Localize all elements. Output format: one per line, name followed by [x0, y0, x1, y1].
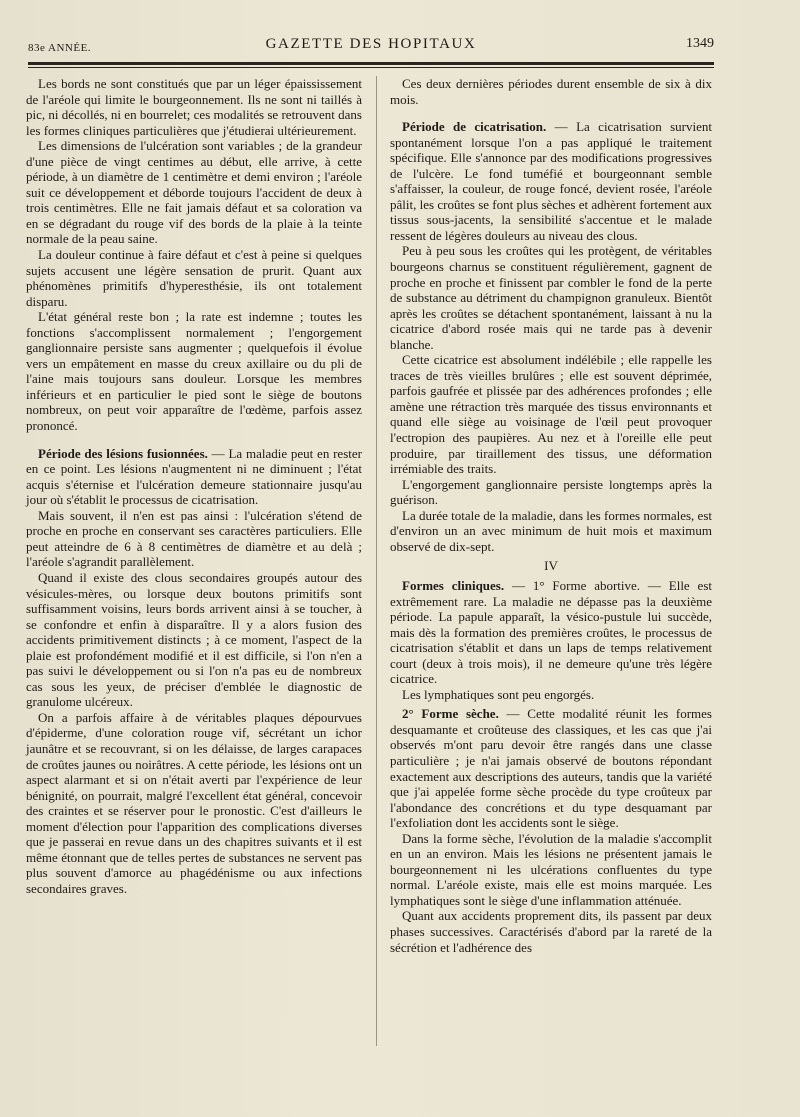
page-number: 1349 [686, 36, 714, 51]
section-heading: 2° Forme sèche. [402, 706, 499, 722]
paragraph [26, 570, 362, 710]
paragraph-text: Peu à peu sous les croûtes qui les protègent, de véritables bourgeons charnus se constituent régulièrement, gagnent de proche en proche et finissent par combler le fond de la perte de substance au détriment du champignon granuleux. Bientôt après les croûtes se détachent spontanément, laissant à nu la cicatrice d'abord rosée mais qui ne tarde pas à devenir blanche. [390, 243, 712, 352]
header-rule-thick [28, 62, 714, 65]
paragraph [390, 908, 712, 955]
paragraph [26, 508, 362, 570]
paragraph [26, 138, 362, 247]
paragraph [390, 508, 712, 555]
paragraph [26, 309, 362, 433]
paragraph [390, 76, 712, 107]
paragraph-text: Quant aux accidents proprement dits, ils passent par deux phases successives. Caractérisés d'abord par la rareté de la sécrétion et l'adhérence des [390, 908, 712, 955]
paragraph-text: — Cette modalité réunit les formes desquamante et croûteuse des classiques, et les cas que j'ai observés m'ont paru devoir être rangés dans une classe particulière ; je n'ai jamais observé de boutons répondant exactement aux descriptions des auteurs, tandis que la variété que j'ai appelée forme sèche procède du type croûteux par l'abondance des concrétions et du type desquamant par l'exfoliation dont les accidents sont le siège. [390, 706, 712, 831]
paragraph-gap [26, 434, 362, 446]
paragraph-text: — La cicatrisation survient spontanément lorsque l'on a pas appliqué le traitement spécifique. Elle s'annonce par des modifications progressives de l'ulcère. Le fond tuméfié et bourgeonnant semble s'affaisser, la couleur, de rouge foncé, devient rosée, l'aréole pâlit, les croûtes se font plus sèches et adhèrent fortement aux tissus sous-jacents, la sensibilité s'accentue et le malade ressent de légères douleurs au niveau des clous. [390, 119, 712, 243]
paragraph-text: Quand il existe des clous secondaires groupés autour des vésicules-mères, ou lorsque deux boutons primitifs sont suffisamment voisins, leurs bords arrivent ainsi à se toucher, à se confondre et enfin à disparaître. Il y a alors fusion des accidents primitivement distincts ; à ce moment, l'aspect de la plaie est profondément modifié et il est difficile, si l'on n'en a pas suivi le développement ou si l'on n'a pas eu de nombreux cas sous les yeux, de préciser d'emblée le diagnostic de granulome ulcéreux. [26, 569, 362, 710]
paragraph-text: On a parfois affaire à de véritables plaques dépourvues d'épiderme, d'une coloration rouge vif, sécrétant un ichor jaunâtre et se recouvrant, si on les délaisse, de larges carapaces de croûtes jaunes ou noirâtres. A cette période, les lésions ont un aspect alarmant et si on n'était averti par l'expérience de leur bénignité, on pourrait, malgré l'excellent état général, concevoir des craintes et se réserver pour le pronostic. C'est d'ailleurs le moment d'élection pour l'apparition des complications diverses que je passerai en revue dans un des chapitres suivants et il est même étonnant que de telles pertes de substances ne servent pas plus souvent d'amorce au phagédénisme ou aux infections secondaires graves. [26, 709, 362, 896]
paragraph-text: L'état général reste bon ; la rate est indemne ; toutes les fonctions s'accomplissent normalement ; l'engorgement ganglionnaire persiste sans augmenter ; quelquefois il évolue vers un empâtement en masse du creux axillaire ou du pli de l'aine mais toujours sans douleur. Lorsque les membres inférieurs et en particulier le pied sont le siège de boutons nombreux, on peut voir apparaître de l'œdème, parfois assez prononcé. [26, 309, 362, 434]
paragraph-gap [390, 107, 712, 119]
paragraph [390, 477, 712, 508]
paragraph [26, 710, 362, 897]
paragraph [390, 119, 712, 243]
paragraph [390, 706, 712, 830]
paragraph-text: La douleur continue à faire défaut et c'est à peine si quelques sujets accusent une légère sensation de prurit. Quant aux phénomènes primitifs d'hyperesthésie, ils ont totalement disparu. [26, 247, 362, 309]
paragraph-text: Les bords ne sont constitués que par un léger épaississement de l'aréole qui limite le bourgeonnement. Ils ne sont ni taillés à pic, ni décollés, ni en bourrelet; ces modalités se retrouvent dans les formes cliniques particulières que j'étudierai ultérieurement. [26, 76, 362, 138]
paragraph [26, 76, 362, 138]
paragraph-text: — 1° Forme abortive. — Elle est extrêmement rare. La maladie ne dépasse pas la deuxième période. La papule apparaît, la vésico-pustule lui succède, mais dès la formation des premières croûtes, le processus de cicatrisation s'établit et dans un laps de temps relativement court (deux à trois mois), il ne demeure qu'une très légère cicatrice. [390, 577, 712, 687]
paragraph [390, 352, 712, 476]
paragraph [390, 243, 712, 352]
paragraph-text: Les dimensions de l'ulcération sont variables ; de la grandeur d'une pièce de vingt centimes au début, elle arrive, à cette période, à un diamètre de 1 centimètre et demi environ ; l'aréole suit ce développement et déborde toujours l'accident de deux à trois centimètres. Elle ne fait jamais défaut et sa coloration va en se dégradant du rouge vif des bords de la plaie à la teinte normale de la peau saine. [26, 138, 362, 247]
paragraph-text: Dans la forme sèche, l'évolution de la maladie s'accomplit en un an environ. Mais les lésions ne présentent jamais le bourgeonnement ni les ulcérations confluentes du type normal. L'aréole existe, mais elle est moins marquée. Les lymphatiques sont le siège d'une inflammation atténuée. [390, 830, 712, 908]
paragraph [390, 578, 712, 687]
paragraph-text: Mais souvent, il n'en est pas ainsi : l'ulcération s'étend de proche en proche en conservant ses caractères particuliers. Elle peut atteindre de 6 à 8 centimètres de diamètre et au delà ; l'aréole s'agrandit parallèlement. [26, 507, 362, 570]
paragraph-text: La durée totale de la maladie, dans les formes normales, est d'environ un an avec minimum de huit mois et maximum observé de dix-sept. [390, 507, 712, 554]
section-heading: Période de cicatrisation. [402, 119, 547, 135]
issue-label: 83e ANNÉE. [28, 42, 92, 54]
section-heading: Formes cliniques. [402, 577, 505, 593]
header-rule-thin [28, 67, 714, 68]
section-heading: Période des lésions fusionnées. [38, 445, 208, 461]
paragraph [390, 831, 712, 909]
left-column [26, 76, 362, 896]
paragraph [26, 446, 362, 508]
paragraph-text: Ces deux dernières périodes durent ensemble de six à dix mois. [390, 76, 712, 107]
column-divider [376, 76, 377, 1046]
paragraph-text: — La maladie peut en rester en ce point. Les lésions n'augmentent ni ne diminuent ; l'état acquis s'éternise et l'ulcération demeure stationnaire jusqu'au jour où s'établit le processus de cicatrisation. [26, 445, 362, 508]
paragraph [26, 247, 362, 309]
paragraph-text: Les lymphatiques sont peu engorgés. [402, 686, 595, 702]
right-column [390, 76, 712, 955]
page-header [28, 36, 714, 60]
paragraph-text: L'engorgement ganglionnaire persiste longtemps après la guérison. [390, 476, 712, 508]
paragraph [390, 687, 712, 703]
section-number: IV [544, 558, 558, 574]
journal-title: GAZETTE DES HOPITAUX [265, 36, 477, 52]
paragraph-text: Cette cicatrice est absolument indélébile ; elle rappelle les traces de très vieilles brulûres ; elle est souvent déprimée, parfois gaufrée et plissée par des adhérences profondes ; elle amène une rétraction très marquée des tissus environnants et quand elle siège au voisinage de l'œil peut provoquer l'ectropion des paupières. Au nez et à l'oreille elle peut produire, par tiraillement des tissus, une déformation irrémiable des traits. [390, 352, 712, 477]
